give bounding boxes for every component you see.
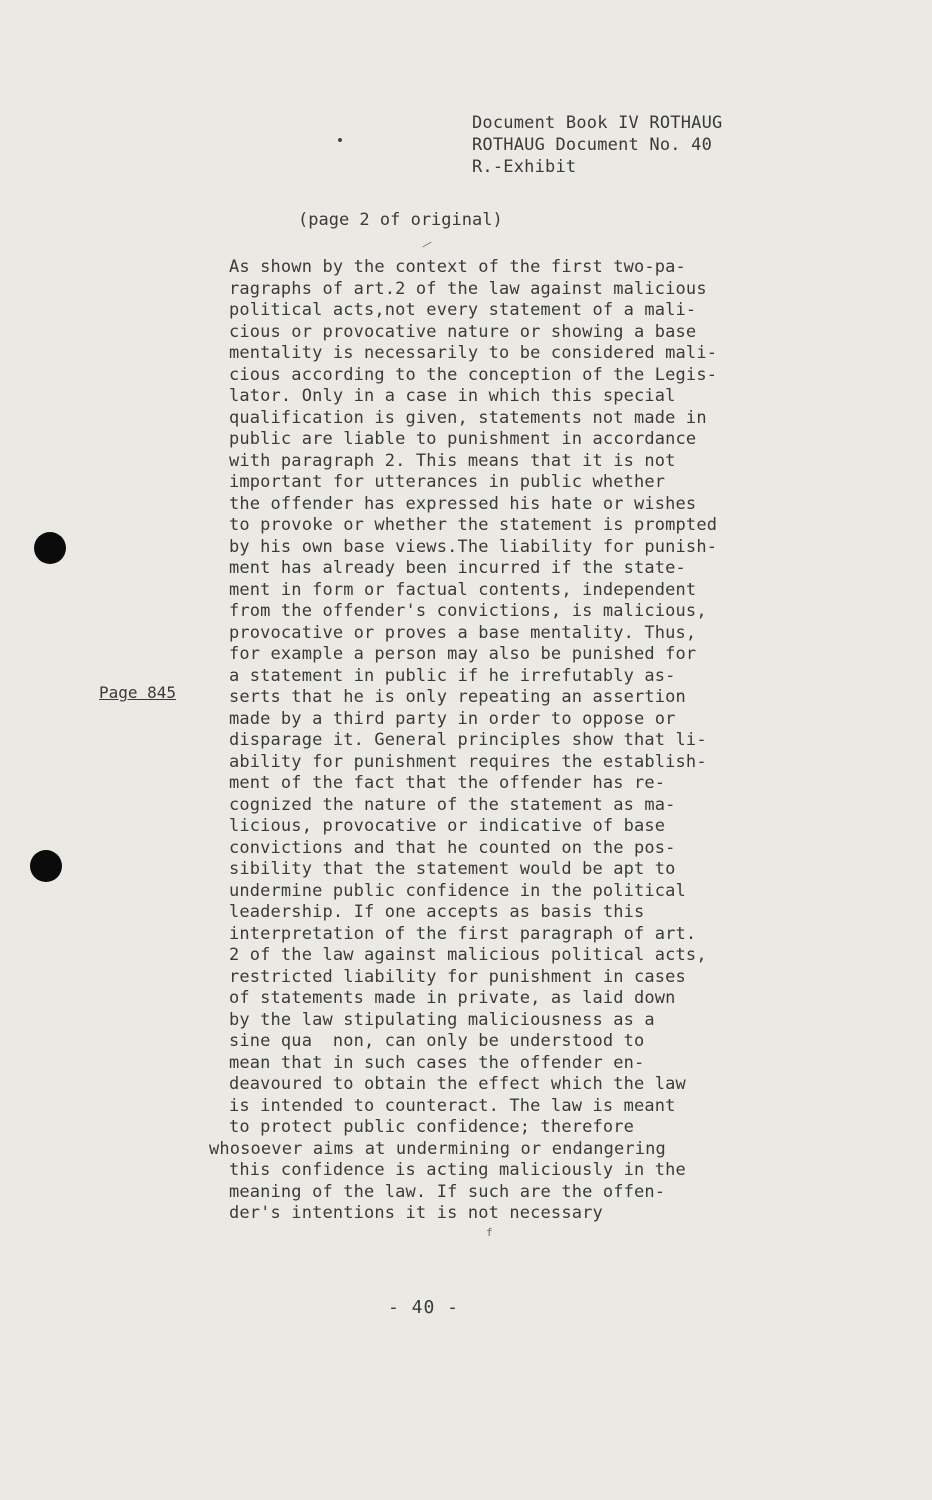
body-line: meaning of the law. If such are the offen- [229,1181,666,1202]
body-line: cious according to the conception of the Legis- [229,364,718,385]
body-line: for example a person may also be punished for [229,644,697,664]
document-header [472,112,722,178]
page-number: - 40 - [388,1297,460,1318]
small-mark: f [486,1226,493,1239]
body-line: from the offender's convictions, is malicious, [229,601,707,621]
body-line: As shown by the context of the first two-pa- [229,257,686,277]
body-line: der's intentions it is not necessary [229,1203,603,1223]
body-line: a statement in public if he irrefutably as- [229,665,676,686]
margin-page-note: Page 845 [99,683,177,702]
body-line: by the law stipulating maliciousness as a [229,1009,655,1030]
body-text [209,257,819,1225]
header-line-2: ROTHAUG Document No. 40 [472,135,713,155]
page-of-original-label: (page 2 of original) [298,210,503,230]
body-line: convictions and that he counted on the pos- [229,837,676,858]
body-line: ragraphs of art.2 of the law against malicious [229,278,707,299]
body-line: political acts,not every statement of a mali- [229,300,697,320]
body-line: is intended to counteract. The law is meant [229,1095,676,1116]
body-line: deavoured to obtain the effect which the law [229,1074,686,1094]
body-line: to provoke or whether the statement is prompted [229,515,718,535]
body-line: ability for punishment requires the establish- [229,751,707,772]
body-line: undermine public confidence in the political [229,880,686,901]
body-line: ment in form or factual contents, independent [229,579,697,600]
body-line: licious, provocative or indicative of base [229,816,666,836]
body-line: made by a third party in order to oppose or [229,708,676,729]
body-line: mean that in such cases the offender en- [229,1052,645,1073]
body-line: qualification is given, statements not made in [229,407,707,428]
body-line: disparage it. General principles show that li- [229,730,707,750]
body-line: mentality is necessarily to be considered mali- [229,343,718,363]
body-line: serts that he is only repeating an assertion [229,687,686,707]
body-line: the offender has expressed his hate or wishes [229,493,697,514]
body-line: provocative or proves a base mentality. Thus, [229,622,697,643]
body-line: this confidence is acting maliciously in the [229,1160,686,1180]
header-line-3: R.-Exhibit [472,157,577,177]
body-line: 2 of the law against malicious political acts, [229,945,707,965]
body-line: by his own base views.The liability for punish- [229,536,718,557]
body-line: public are liable to punishment in accordance [229,429,697,449]
body-line: ment of the fact that the offender has re- [229,773,666,793]
body-line: interpretation of the first paragraph of art. [229,923,697,944]
punch-hole-top [34,532,66,564]
body-line: cious or provocative nature or showing a base [229,321,697,342]
punch-hole-bottom [30,850,62,882]
body-line: leadership. If one accepts as basis this [229,902,645,922]
body-line: important for utterances in public whether [229,472,666,492]
body-line: sine qua non, can only be understood to [229,1031,645,1051]
body-line: ment has already been incurred if the state- [229,558,686,578]
header-line-1: Document Book IV ROTHAUG [472,113,723,133]
body-line: of statements made in private, as laid down [229,988,676,1008]
body-line: whosoever aims at undermining or endangering [209,1138,666,1159]
stray-dot [338,138,342,142]
body-line: sibility that the statement would be apt to [229,859,676,879]
pen-tick-mark [422,242,431,248]
body-line: restricted liability for punishment in cases [229,966,686,987]
body-line: lator. Only in a case in which this special [229,386,676,406]
body-line: with paragraph 2. This means that it is not [229,450,676,471]
body-line: to protect public confidence; therefore [229,1117,635,1137]
body-line: cognized the nature of the statement as ma- [229,794,676,815]
